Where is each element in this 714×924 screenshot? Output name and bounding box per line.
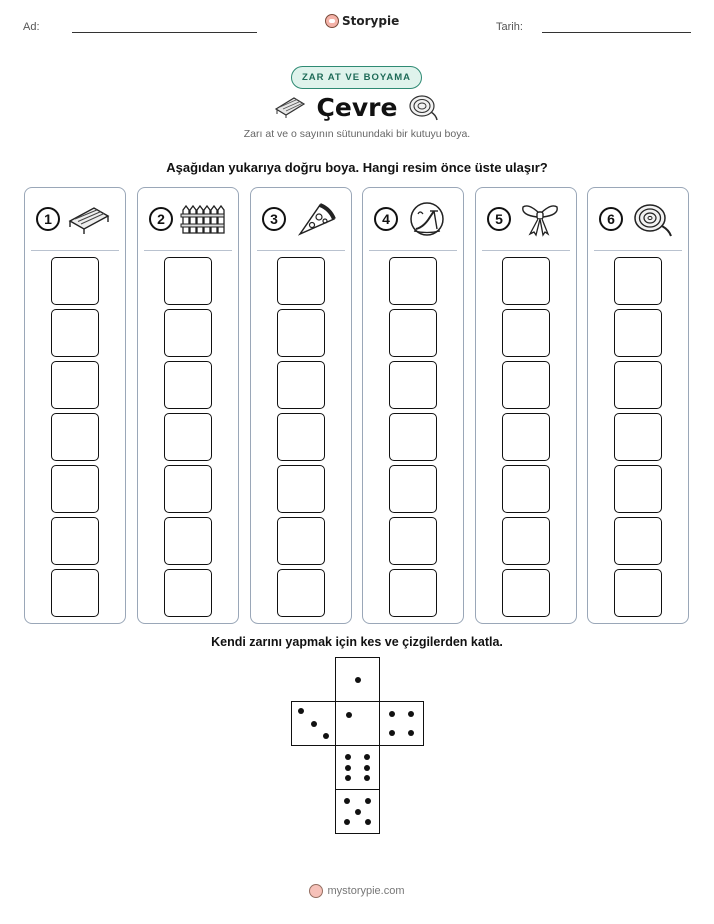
subtitle: Zarı at ve o sayının sütunundaki bir kutuyu boya.: [243, 128, 471, 140]
color-box[interactable]: [277, 465, 325, 513]
column-header: [25, 188, 125, 250]
column-3: [250, 187, 352, 624]
die-pip: [408, 730, 414, 736]
die-pip: [355, 677, 361, 683]
column-2: [137, 187, 239, 624]
color-box[interactable]: [502, 257, 550, 305]
footer: [0, 884, 714, 898]
column-header: [363, 188, 463, 250]
color-box[interactable]: [51, 413, 99, 461]
color-box[interactable]: [277, 569, 325, 617]
die-pip: [408, 711, 414, 717]
color-box[interactable]: [277, 309, 325, 357]
die-pip: [355, 809, 361, 815]
column-number: 2: [149, 207, 173, 231]
date-label: Tarih:: [496, 21, 523, 33]
color-box[interactable]: [277, 257, 325, 305]
die-pip: [345, 754, 351, 760]
storypie-mascot-icon: [309, 884, 323, 898]
die-pip: [323, 733, 329, 739]
color-box[interactable]: [51, 465, 99, 513]
color-box[interactable]: [614, 413, 662, 461]
column-number: 5: [487, 207, 511, 231]
color-box[interactable]: [164, 309, 212, 357]
column-divider: [257, 250, 345, 251]
column-number: 6: [599, 207, 623, 231]
color-box[interactable]: [614, 257, 662, 305]
color-box[interactable]: [164, 257, 212, 305]
column-divider: [594, 250, 682, 251]
color-box[interactable]: [614, 309, 662, 357]
column-header: [476, 188, 576, 250]
footer-url[interactable]: mystorypie.com: [327, 885, 405, 897]
logo-text: Storypie: [342, 14, 400, 28]
color-box[interactable]: [389, 517, 437, 565]
color-box[interactable]: [614, 517, 662, 565]
fence-icon: [179, 201, 225, 237]
die-pip: [344, 798, 350, 804]
color-box[interactable]: [164, 413, 212, 461]
color-box[interactable]: [502, 517, 550, 565]
color-box[interactable]: [51, 569, 99, 617]
color-box[interactable]: [277, 517, 325, 565]
die-face-3: [291, 701, 336, 746]
color-box[interactable]: [164, 517, 212, 565]
instruction-text: Aşağıdan yukarıya doğru boya. Hangi resim önce üste ulaşır?: [166, 160, 548, 175]
color-box[interactable]: [51, 257, 99, 305]
color-box[interactable]: [51, 361, 99, 409]
color-box[interactable]: [389, 257, 437, 305]
color-box[interactable]: [277, 413, 325, 461]
column-divider: [482, 250, 570, 251]
activity-badge: ZAR AT VE BOYAMA: [291, 66, 422, 89]
die-pip: [345, 775, 351, 781]
color-box[interactable]: [164, 361, 212, 409]
column-number: 4: [374, 207, 398, 231]
color-box[interactable]: [502, 465, 550, 513]
die-face-1: [335, 701, 380, 746]
color-box[interactable]: [389, 361, 437, 409]
bench-icon: [66, 201, 112, 237]
die-pip: [346, 712, 352, 718]
column-5: [475, 187, 577, 624]
color-box[interactable]: [389, 413, 437, 461]
pizza-slice-icon: [292, 201, 338, 237]
rope-coil-icon: [407, 92, 439, 122]
die-pip: [298, 708, 304, 714]
die-pip: [389, 711, 395, 717]
column-divider: [31, 250, 119, 251]
die-face-1: [335, 657, 380, 702]
column-divider: [144, 250, 232, 251]
color-box[interactable]: [614, 569, 662, 617]
column-header: [138, 188, 238, 250]
column-header: [251, 188, 351, 250]
color-box[interactable]: [502, 309, 550, 357]
die-pip: [345, 765, 351, 771]
color-box[interactable]: [164, 465, 212, 513]
page-title: Çevre: [316, 93, 398, 122]
color-box[interactable]: [502, 569, 550, 617]
storypie-mascot-icon: [325, 14, 339, 28]
color-box[interactable]: [614, 361, 662, 409]
die-face-6: [335, 745, 380, 790]
color-box[interactable]: [389, 465, 437, 513]
die-pip: [364, 754, 370, 760]
color-box[interactable]: [389, 569, 437, 617]
color-box[interactable]: [614, 465, 662, 513]
storypie-logo: [325, 14, 399, 28]
column-4: [362, 187, 464, 624]
name-line: [72, 32, 257, 33]
die-pip: [389, 730, 395, 736]
column-number: 3: [262, 207, 286, 231]
date-line: [542, 32, 691, 33]
column-1: [24, 187, 126, 624]
color-box[interactable]: [389, 309, 437, 357]
color-box[interactable]: [277, 361, 325, 409]
rope-coil-icon: [629, 201, 675, 237]
column-header: [588, 188, 688, 250]
column-number: 1: [36, 207, 60, 231]
die-pip: [311, 721, 317, 727]
die-face-5: [335, 789, 380, 834]
die-pip: [344, 819, 350, 825]
die-pip: [365, 819, 371, 825]
color-box[interactable]: [51, 517, 99, 565]
column-6: [587, 187, 689, 624]
bow-icon: [517, 201, 563, 237]
name-label: Ad:: [23, 21, 40, 33]
color-box[interactable]: [164, 569, 212, 617]
die-pip: [364, 775, 370, 781]
color-box[interactable]: [51, 309, 99, 357]
die-pip: [365, 798, 371, 804]
cut-instruction: Kendi zarını yapmak için kes ve çizgilerden katla.: [211, 635, 503, 649]
column-divider: [369, 250, 457, 251]
playground-slide-icon: [404, 201, 450, 237]
die-face-4: [379, 701, 424, 746]
die-pip: [364, 765, 370, 771]
color-box[interactable]: [502, 361, 550, 409]
color-box[interactable]: [502, 413, 550, 461]
